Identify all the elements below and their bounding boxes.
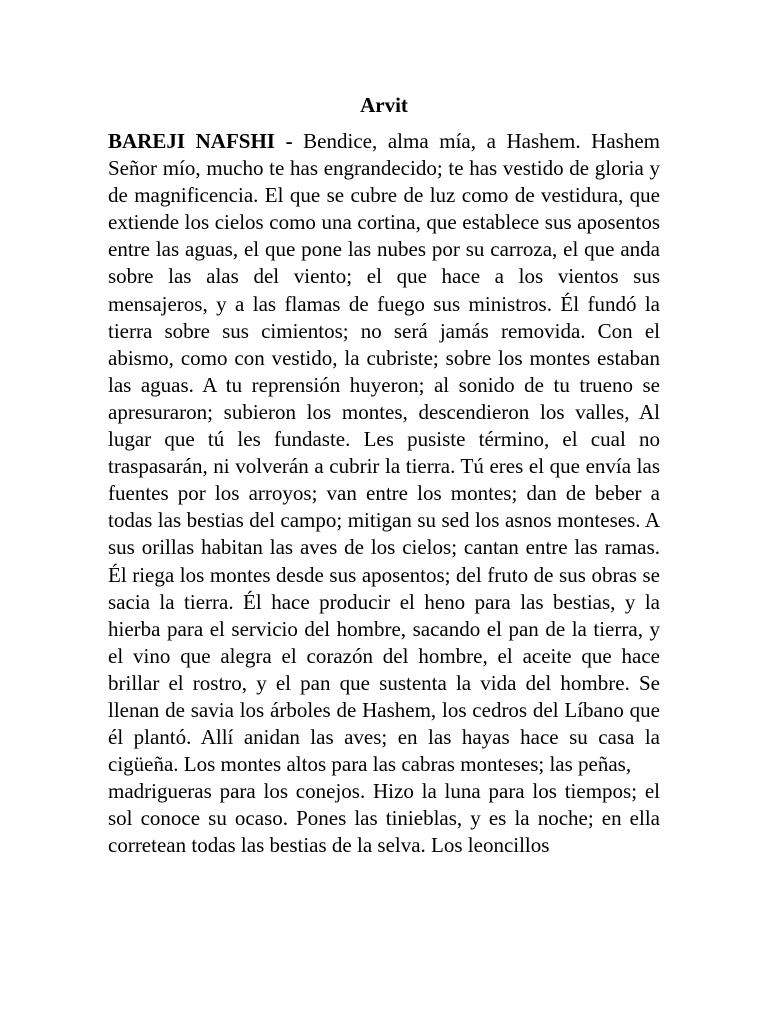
- body-text-1: Bendice, alma mía, a Hashem. Hashem Señor mío, mucho te has engrandecido; te has vestido de gloria y de magnificencia. El que se cubre de luz como de vestidura, que extiende los cielos como una cortina, que establece sus aposentos entre las aguas, el que pone las nubes por su carroza, el que anda sobre las alas del viento; el que hace a los vientos sus mensajeros, y a las flamas de fuego sus ministros. Él fundó la tierra sobre sus cimientos; no será jamás removida. Con el abismo, como con vestido, la cubriste; sobre los montes estaban las aguas. A tu reprensión huyeron; al sonido de tu trueno se apresuraron; subieron los montes, descendieron los valles, Al lugar que tú les fundaste. Les pusiste término, el cual no traspasarán, ni volverán a cubrir la tierra. Tú eres el que envía las fuentes por los arroyos; van entre los montes; dan de beber a todas las bestias del campo; mitigan su sed los asnos monteses. A sus orillas habitan las aves de los cielos; cantan entre las ramas. Él riega los montes desde sus aposentos; del fruto de sus obras se sacia la tierra. Él hace producir el heno para las bestias, y la hierba para el servicio del hombre, sacando el pan de la tierra, y el vino que alegra el corazón del hombre, el aceite que hace brillar el rostro, y el pan que sustenta la vida del hombre. Se llenan de savia los árboles de Hashem, los cedros del Líbano que él plantó. Allí anidan las aves; en las hayas hace su casa la cigüeña. Los montes altos para las cabras monteses; las peñas,: [108, 129, 660, 777]
- page-title: Arvit: [360, 93, 408, 117]
- document-page: [108, 90, 660, 860]
- body-paragraph-2: madrigueras para los conejos. Hizo la luna para los tiempos; el sol conoce su ocaso. Pones las tinieblas, y es la noche; en ella corretean todas las bestias de la selva. Los leoncillos: [108, 779, 660, 858]
- section-lead: BAREJI NAFSHI -: [108, 129, 293, 153]
- body-paragraph-1: [108, 128, 660, 778]
